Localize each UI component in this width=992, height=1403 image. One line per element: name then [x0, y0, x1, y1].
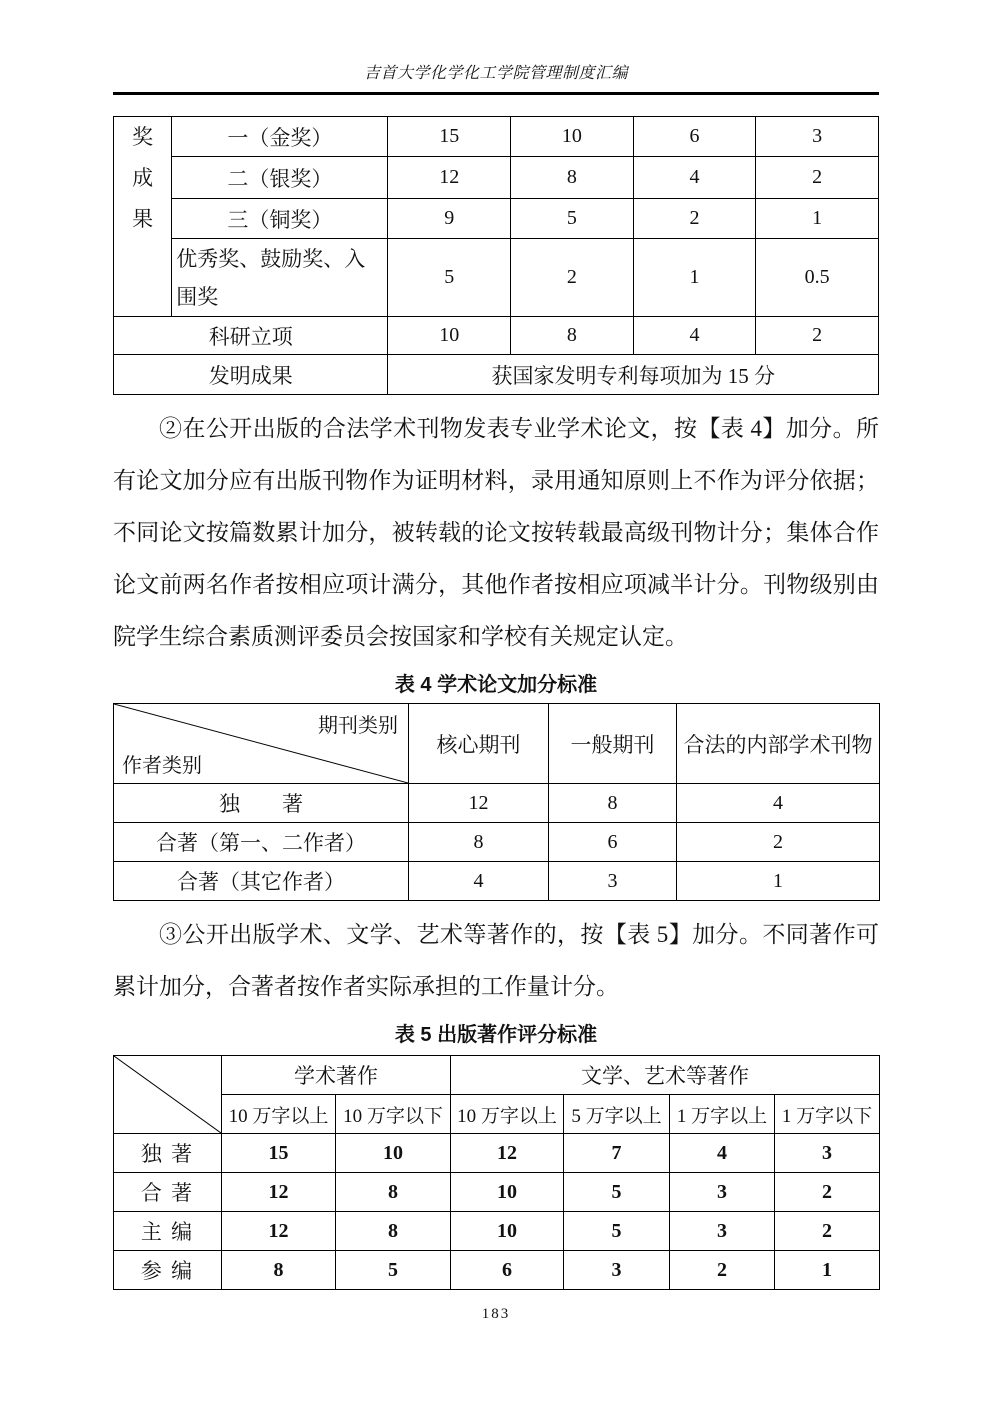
table-row [114, 239, 879, 317]
table-row [114, 823, 880, 862]
cell-value: 5 [564, 1212, 670, 1251]
cell-value: 5 [564, 1173, 670, 1212]
column-header: 10 万字以上 [222, 1095, 336, 1134]
cell-value: 3 [549, 862, 677, 901]
cell-value: 10 [511, 117, 634, 157]
cell-value: 4 [670, 1134, 775, 1173]
cell-value: 9 [388, 199, 511, 239]
diagonal-line [114, 1056, 221, 1133]
awards-score-table [113, 116, 879, 395]
cell-value: 10 [336, 1134, 451, 1173]
table-header-row [114, 704, 880, 784]
table-subheader-row [114, 1095, 880, 1134]
cell-value: 7 [564, 1134, 670, 1173]
table-row [114, 862, 880, 901]
cell-value: 2 [775, 1173, 880, 1212]
corner-label-rows: 作者类别 [122, 755, 202, 777]
paragraph-journal-rules: ②在公开出版的合法学术刊物发表专业学术论文，按【表 4】加分。所有论文加分应有出版刊物作为证明材料，录用通知原则上不作为评分依据；不同论文按篇数累计加分，被转载的论文按转载最高级刊物计分；集体合作论文前两名作者按相应项计满分，其他作者按相应项减半计分。刊物级别由院学生综合素质测评委员会按国家和学校有关规定认定。 [113, 416, 879, 649]
diagonal-header-cell [114, 704, 409, 784]
cell-value: 8 [222, 1251, 336, 1290]
cell-value: 1 [633, 239, 756, 317]
group-header: 学术著作 [222, 1056, 451, 1095]
column-header: 1 万字以上 [670, 1095, 775, 1134]
cell-value: 8 [549, 784, 677, 823]
cell-value: 10 [451, 1212, 564, 1251]
cell-value: 3 [775, 1134, 880, 1173]
cell-value: 8 [511, 317, 634, 355]
row-label: 科研立项 [114, 317, 388, 355]
column-header: 10 万字以上 [451, 1095, 564, 1134]
running-header: 吉首大学化学化工学院管理制度汇编 [113, 62, 879, 95]
cell-value: 12 [222, 1212, 336, 1251]
diagonal-header-cell [114, 1056, 222, 1134]
row-label: 优秀奖、鼓励奖、入围奖 [172, 239, 388, 317]
table-row [114, 157, 879, 199]
cell-value: 4 [409, 862, 549, 901]
document-page [113, 0, 879, 1323]
cell-value: 8 [409, 823, 549, 862]
table-row [114, 1212, 880, 1251]
cell-value: 6 [451, 1251, 564, 1290]
cell-value: 12 [222, 1173, 336, 1212]
table-row [114, 784, 880, 823]
column-header: 合法的内部学术刊物 [677, 704, 880, 784]
cell-value: 4 [633, 157, 756, 199]
cell-value: 3 [670, 1173, 775, 1212]
row-label: 三（铜奖） [172, 199, 388, 239]
table-row [114, 1173, 880, 1212]
cell-value: 获国家发明专利每项加为 15 分 [388, 355, 879, 395]
cell-value: 12 [388, 157, 511, 199]
cell-value: 5 [388, 239, 511, 317]
cell-value: 15 [222, 1134, 336, 1173]
publication-points-table [113, 1055, 880, 1290]
table-row [114, 317, 879, 355]
cell-value: 8 [511, 157, 634, 199]
table-row [114, 1251, 880, 1290]
row-label: 主 编 [114, 1212, 222, 1251]
table5-caption: 表 5 出版著作评分标准 [394, 1024, 598, 1046]
cell-value: 2 [756, 157, 879, 199]
journal-points-table [113, 703, 880, 901]
cell-value: 6 [633, 117, 756, 157]
cell-value: 1 [677, 862, 880, 901]
table-row [114, 199, 879, 239]
row-label: 合著（其它作者） [114, 862, 409, 901]
column-header: 10 万字以下 [336, 1095, 451, 1134]
column-header: 一般期刊 [549, 704, 677, 784]
cell-value: 12 [451, 1134, 564, 1173]
cell-value: 6 [549, 823, 677, 862]
cell-value: 2 [511, 239, 634, 317]
cell-value: 5 [511, 199, 634, 239]
cell-value: 10 [451, 1173, 564, 1212]
table-row [114, 355, 879, 395]
cell-value: 15 [388, 117, 511, 157]
cell-value: 3 [564, 1251, 670, 1290]
cell-value: 1 [775, 1251, 880, 1290]
column-header: 5 万字以上 [564, 1095, 670, 1134]
cell-value: 12 [409, 784, 549, 823]
corner-label-columns: 期刊类别 [318, 715, 398, 737]
cell-value: 3 [670, 1212, 775, 1251]
row-label: 发明成果 [114, 355, 388, 395]
row-group-label: 奖 成 果 [114, 117, 172, 317]
cell-value: 2 [775, 1212, 880, 1251]
table-row [114, 1134, 880, 1173]
cell-value: 4 [677, 784, 880, 823]
cell-value: 2 [756, 317, 879, 355]
row-label: 一（金奖） [172, 117, 388, 157]
cell-value: 4 [633, 317, 756, 355]
row-label: 参 编 [114, 1251, 222, 1290]
column-header: 核心期刊 [409, 704, 549, 784]
cell-value: 3 [756, 117, 879, 157]
page-number: 183 [481, 1306, 511, 1322]
cell-value: 2 [670, 1251, 775, 1290]
cell-value: 1 [756, 199, 879, 239]
row-label: 独 著 [114, 784, 409, 823]
cell-value: 5 [336, 1251, 451, 1290]
row-label: 二（银奖） [172, 157, 388, 199]
paragraph-book-rules: ③公开出版学术、文学、艺术等著作的，按【表 5】加分。不同著作可累计加分，合著者按作者实际承担的工作量计分。 [113, 922, 879, 999]
cell-value: 8 [336, 1212, 451, 1251]
row-label: 合 著 [114, 1173, 222, 1212]
table-row [114, 117, 879, 157]
table4-caption: 表 4 学术论文加分标准 [394, 674, 598, 696]
cell-value: 10 [388, 317, 511, 355]
row-label: 独 著 [114, 1134, 222, 1173]
column-header: 1 万字以下 [775, 1095, 880, 1134]
row-label: 合著（第一、二作者） [114, 823, 409, 862]
cell-value: 0.5 [756, 239, 879, 317]
cell-value: 2 [633, 199, 756, 239]
cell-value: 2 [677, 823, 880, 862]
table-group-header-row [114, 1056, 880, 1095]
group-header: 文学、艺术等著作 [451, 1056, 880, 1095]
cell-value: 8 [336, 1173, 451, 1212]
